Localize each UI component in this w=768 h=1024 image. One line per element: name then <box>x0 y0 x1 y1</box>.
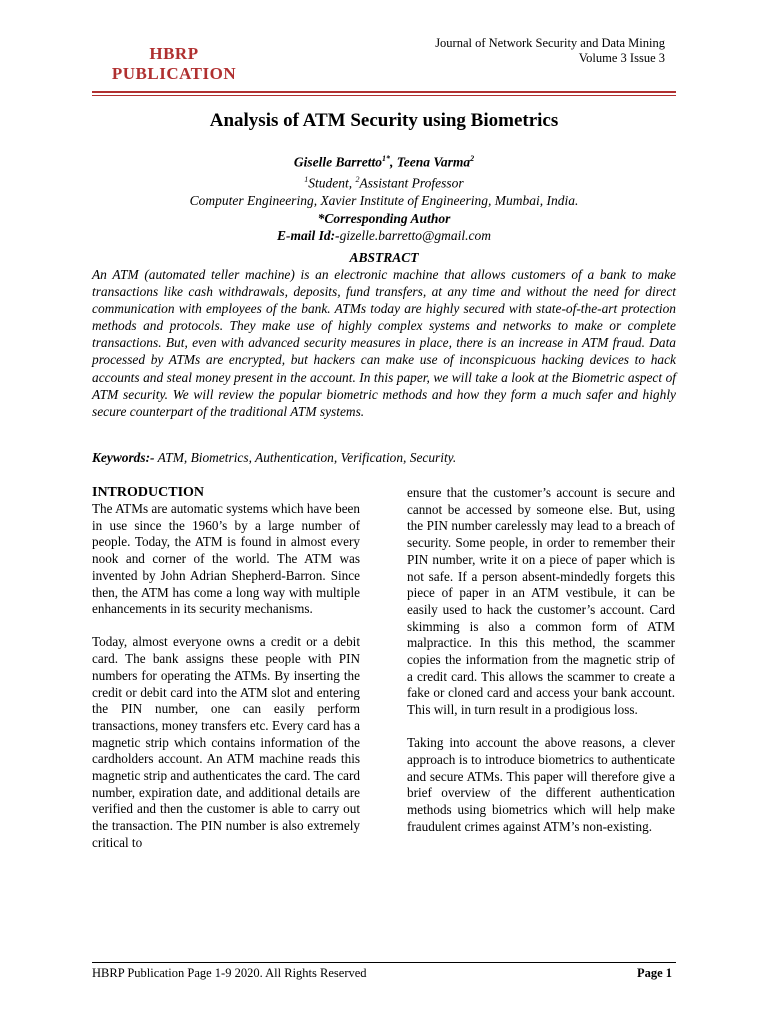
journal-info <box>305 36 665 66</box>
keywords <box>92 450 676 466</box>
role-2-sup: 2 <box>355 175 360 184</box>
left-paragraph-2: Today, almost everyone owns a credit or a debit card. The bank assigns these people with PIN numbers for operating the ATMs. By inserting the credit or debit card into the ATM slot and entering the PIN number, one can easily perform transactions, money transfers etc. Every card has a magnetic strip which contains information of the cardholders account. An ATM machine reads this magnetic strip and authenticates the card. The card number, expiration date, and additional details are verified and then the customer is able to carry out the transaction. The PIN number is also extremely critical to <box>92 634 360 850</box>
author-1-sup: 1* <box>381 154 390 163</box>
right-paragraph-2: Taking into account the above reasons, a clever approach is to introduce biometrics to authenticate and secure ATMs. This paper will therefore give a brief overview of the different authentication methods using biometrics which will help make fraudulent crimes against ATM’s non-existing. <box>407 735 675 834</box>
author-block <box>92 150 676 245</box>
volume-issue: Volume 3 Issue 3 <box>578 51 665 65</box>
author-2: Teena Varma <box>396 154 471 170</box>
right-column <box>407 485 675 852</box>
abstract-text: An ATM (automated teller machine) is an electronic machine that allows customers of a bank to make transactions like cash withdrawals, deposits, fund transfers, at any time and without the need for direct communication with employees of the bank. ATMs today are highly secured with state-of-the-art protection methods and protocols. They make use of highly complex systems and networks to make or complete transactions. But, even with advanced security measures in place, there is an increase in ATM fraud. Data processed by ATMs are encrypted, but hackers can make use of inconspicuous hacking devices to hack accounts and steal money present in the account. In this paper, we will take a look at the Biometric aspect of ATM security. We will review the popular biometric methods and how they form a much safer and highly secure counterpart of the traditional ATM systems. <box>92 267 676 419</box>
role-1: Student, <box>308 175 356 191</box>
affiliation: Computer Engineering, Xavier Institute of Engineering, Mumbai, India. <box>189 193 579 208</box>
author-2-sup: 2 <box>470 154 475 163</box>
left-column <box>92 484 360 868</box>
role-1-sup: 1 <box>304 175 309 184</box>
abstract-heading: ABSTRACT <box>349 250 419 265</box>
left-paragraph-1: The ATMs are automatic systems which have been in use since the 1960’s by a large number of people. Today, the ATM is found in almost every nook and corner of the world. The ATM was invented by John Adrian Shepherd-Barron. Since then, the ATM has come a long way with multiple enhancements in its security mechanisms. <box>92 501 360 617</box>
keywords-text: ATM, Biometrics, Authentication, Verification, Security. <box>154 450 457 465</box>
publisher-logo-line2: PUBLICATION <box>111 64 237 83</box>
email-line <box>92 227 676 245</box>
keywords-label: Keywords:- <box>92 450 155 465</box>
email-label: E-mail Id:- <box>276 228 340 243</box>
footer-copyright: HBRP Publication Page 1-9 2020. All Rights Reserved <box>92 966 367 980</box>
paper-title: Analysis of ATM Security using Biometrics <box>209 110 559 131</box>
header-divider <box>92 91 676 96</box>
author-line <box>92 150 676 171</box>
publisher-logo <box>104 44 244 84</box>
footer-divider <box>92 962 676 963</box>
page-number: Page 1 <box>636 966 672 980</box>
author-1: Giselle Barretto <box>293 154 382 170</box>
journal-name: Journal of Network Security and Data Mining <box>435 36 665 50</box>
author-roles <box>92 171 676 192</box>
email-link[interactable]: gizelle.barretto@gmail.com <box>339 228 492 243</box>
author-separator: , <box>389 154 397 170</box>
corresponding-author: *Corresponding Author <box>317 210 451 226</box>
role-2: Assistant Professor <box>359 175 464 191</box>
introduction-heading: INTRODUCTION <box>92 485 205 500</box>
right-paragraph-1: ensure that the customer’s account is secure and cannot be accessed by someone else. But, using the PIN number carelessly may lead to a breach of security. Some people, in order to remember their PIN number, write it on a piece of paper which is not safe. If a person absent-mindedly forgets this piece of paper in an ATM vestibule, it can be easily used to hack the customer’s account. Card skimming is also a common form of ATM malpractice. In this this method, the scammer copies the information from the magnetic strip of a credit card. This allows the scammer to create a fake or cloned card and access your bank account. This will, in turn result in a prodigious loss. <box>407 485 675 718</box>
publisher-logo-line1: HBRP <box>149 44 199 63</box>
